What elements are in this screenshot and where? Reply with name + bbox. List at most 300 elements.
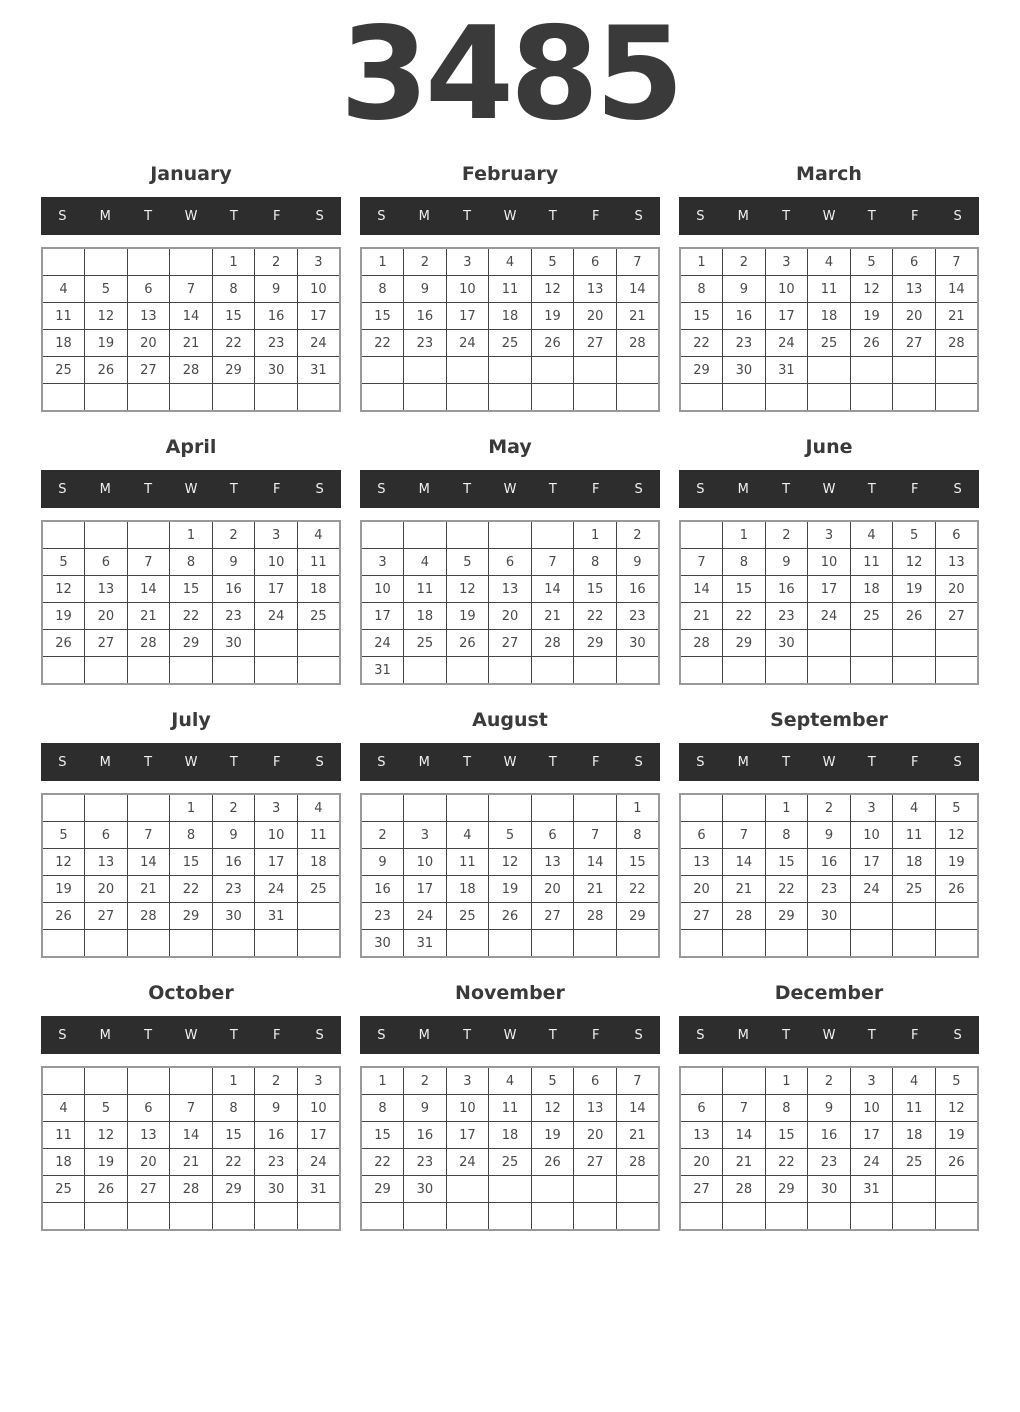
week-row (361, 603, 659, 630)
day-cell: 31 (297, 1176, 340, 1203)
week-row (361, 521, 659, 549)
month-block (360, 709, 660, 958)
day-cell: 17 (446, 303, 489, 330)
day-cell: 25 (297, 876, 340, 903)
month-block (41, 436, 341, 685)
day-cell: 21 (170, 330, 213, 357)
day-cell: 4 (297, 521, 340, 549)
day-cell: 3 (446, 1067, 489, 1095)
day-cell: 6 (127, 1095, 170, 1122)
day-cell: 6 (531, 822, 574, 849)
day-cell: 13 (935, 549, 978, 576)
empty-day-cell (808, 384, 851, 412)
day-cell: 27 (85, 903, 128, 930)
day-cell: 14 (574, 849, 617, 876)
empty-day-cell (170, 657, 213, 685)
weekday-label: T (144, 754, 153, 770)
week-row (680, 876, 978, 903)
weekday-label: S (696, 1027, 705, 1043)
day-cell: 2 (765, 521, 808, 549)
day-cell: 8 (616, 822, 659, 849)
month-table-body (680, 1067, 978, 1230)
weekday-header-row (41, 470, 341, 508)
empty-day-cell (212, 1203, 255, 1231)
day-cell: 19 (935, 1122, 978, 1149)
empty-day-cell (127, 1067, 170, 1095)
day-cell: 9 (361, 849, 404, 876)
day-cell: 25 (850, 603, 893, 630)
day-cell: 26 (935, 1149, 978, 1176)
day-cell: 23 (404, 1149, 447, 1176)
day-cell: 5 (531, 248, 574, 276)
month-block (41, 709, 341, 958)
weekday-label: S (315, 481, 324, 497)
day-cell: 26 (85, 1176, 128, 1203)
weekday-label: W (822, 208, 836, 224)
weekday-label: T (548, 208, 557, 224)
empty-day-cell (85, 384, 128, 412)
day-cell: 14 (170, 303, 213, 330)
week-row (42, 576, 340, 603)
day-cell: 21 (531, 603, 574, 630)
empty-day-cell (446, 384, 489, 412)
month-table-body (361, 794, 659, 957)
empty-day-cell (765, 1203, 808, 1231)
day-cell: 10 (850, 822, 893, 849)
day-cell: 28 (723, 1176, 766, 1203)
day-cell: 14 (680, 576, 723, 603)
day-cell: 9 (255, 1095, 298, 1122)
day-cell: 12 (85, 303, 128, 330)
day-cell: 15 (616, 849, 659, 876)
weekday-label: S (377, 1027, 386, 1043)
day-cell: 12 (935, 1095, 978, 1122)
empty-day-cell (850, 1203, 893, 1231)
month-title: August (472, 709, 548, 732)
day-cell: 28 (127, 903, 170, 930)
empty-day-cell (404, 657, 447, 685)
day-cell: 2 (212, 521, 255, 549)
empty-day-cell (531, 657, 574, 685)
weekday-label: S (58, 754, 67, 770)
day-cell: 3 (297, 248, 340, 276)
week-row (42, 549, 340, 576)
empty-day-cell (893, 384, 936, 412)
empty-day-cell (297, 657, 340, 685)
day-cell: 6 (680, 1095, 723, 1122)
day-cell: 31 (765, 357, 808, 384)
day-cell: 13 (893, 276, 936, 303)
weekday-label: S (315, 1027, 324, 1043)
day-cell: 29 (574, 630, 617, 657)
day-cell: 2 (616, 521, 659, 549)
weekday-label: M (418, 481, 430, 497)
day-cell: 1 (361, 1067, 404, 1095)
weekday-label: T (463, 1027, 472, 1043)
day-cell: 25 (893, 1149, 936, 1176)
empty-day-cell (42, 384, 85, 412)
day-cell: 17 (255, 849, 298, 876)
empty-day-cell (42, 1203, 85, 1231)
day-cell: 22 (574, 603, 617, 630)
day-cell: 11 (404, 576, 447, 603)
day-cell: 22 (170, 603, 213, 630)
day-cell: 8 (765, 1095, 808, 1122)
day-cell: 26 (42, 630, 85, 657)
empty-day-cell (85, 248, 128, 276)
empty-day-cell (574, 384, 617, 412)
day-cell: 6 (85, 549, 128, 576)
weekday-header-row (679, 470, 979, 508)
weekday-label: S (953, 481, 962, 497)
day-cell: 11 (808, 276, 851, 303)
day-cell: 17 (404, 876, 447, 903)
day-cell: 18 (893, 849, 936, 876)
day-cell: 25 (893, 876, 936, 903)
empty-day-cell (531, 521, 574, 549)
day-cell: 11 (893, 1095, 936, 1122)
empty-day-cell (42, 248, 85, 276)
day-cell: 9 (255, 276, 298, 303)
month-block (679, 709, 979, 958)
day-cell: 27 (680, 1176, 723, 1203)
day-cell: 24 (765, 330, 808, 357)
day-cell: 8 (361, 276, 404, 303)
month-table (41, 520, 341, 685)
day-cell: 23 (255, 330, 298, 357)
day-cell: 30 (808, 903, 851, 930)
weekday-label: F (910, 754, 919, 770)
empty-day-cell (404, 521, 447, 549)
empty-day-cell (446, 521, 489, 549)
empty-day-cell (850, 657, 893, 685)
empty-day-cell (808, 630, 851, 657)
empty-day-cell (297, 1203, 340, 1231)
day-cell: 18 (808, 303, 851, 330)
day-cell: 4 (404, 549, 447, 576)
day-cell: 25 (42, 1176, 85, 1203)
week-row (680, 903, 978, 930)
day-cell: 20 (531, 876, 574, 903)
day-cell: 1 (574, 521, 617, 549)
weekday-label: T (782, 754, 791, 770)
day-cell: 27 (893, 330, 936, 357)
empty-day-cell (531, 794, 574, 822)
empty-day-cell (489, 1176, 532, 1203)
day-cell: 21 (723, 1149, 766, 1176)
day-cell: 10 (808, 549, 851, 576)
day-cell: 1 (680, 248, 723, 276)
day-cell: 3 (850, 794, 893, 822)
empty-day-cell (127, 794, 170, 822)
weekday-label: T (782, 1027, 791, 1043)
empty-day-cell (531, 930, 574, 958)
day-cell: 11 (489, 1095, 532, 1122)
empty-day-cell (170, 1203, 213, 1231)
day-cell: 24 (297, 1149, 340, 1176)
week-row (680, 1122, 978, 1149)
weekday-label: T (782, 208, 791, 224)
day-cell: 4 (489, 248, 532, 276)
day-cell: 1 (723, 521, 766, 549)
day-cell: 19 (893, 576, 936, 603)
day-cell: 5 (489, 822, 532, 849)
day-cell: 6 (680, 822, 723, 849)
day-cell: 19 (935, 849, 978, 876)
day-cell: 15 (723, 576, 766, 603)
day-cell: 19 (446, 603, 489, 630)
day-cell: 15 (170, 849, 213, 876)
weekday-label: S (58, 208, 67, 224)
day-cell: 23 (765, 603, 808, 630)
day-cell: 16 (765, 576, 808, 603)
week-row (680, 1067, 978, 1095)
day-cell: 18 (850, 576, 893, 603)
day-cell: 20 (127, 1149, 170, 1176)
day-cell: 16 (255, 303, 298, 330)
empty-day-cell (127, 248, 170, 276)
weekday-label: W (184, 1027, 198, 1043)
weekday-label: S (696, 208, 705, 224)
day-cell: 9 (404, 1095, 447, 1122)
day-cell: 9 (212, 549, 255, 576)
empty-day-cell (616, 1203, 659, 1231)
day-cell: 30 (361, 930, 404, 958)
month-table-body (42, 521, 340, 684)
day-cell: 24 (255, 603, 298, 630)
day-cell: 20 (85, 603, 128, 630)
week-row (680, 384, 978, 412)
day-cell: 22 (361, 1149, 404, 1176)
month-title: November (455, 982, 565, 1005)
weekday-label: T (463, 208, 472, 224)
day-cell: 27 (531, 903, 574, 930)
empty-day-cell (170, 384, 213, 412)
day-cell: 23 (723, 330, 766, 357)
day-cell: 19 (85, 1149, 128, 1176)
day-cell: 11 (42, 1122, 85, 1149)
weekday-label: F (591, 754, 600, 770)
day-cell: 18 (893, 1122, 936, 1149)
day-cell: 7 (616, 1067, 659, 1095)
day-cell: 1 (616, 794, 659, 822)
week-row (680, 303, 978, 330)
week-row (42, 876, 340, 903)
empty-day-cell (297, 384, 340, 412)
empty-day-cell (574, 794, 617, 822)
empty-day-cell (127, 1203, 170, 1231)
empty-day-cell (255, 630, 298, 657)
day-cell: 9 (616, 549, 659, 576)
day-cell: 19 (42, 603, 85, 630)
day-cell: 28 (723, 903, 766, 930)
months-grid (0, 163, 1020, 1231)
day-cell: 2 (212, 794, 255, 822)
day-cell: 5 (850, 248, 893, 276)
day-cell: 21 (127, 876, 170, 903)
weekday-header-row (41, 1016, 341, 1054)
weekday-header-row (360, 197, 660, 235)
month-table (360, 247, 660, 412)
day-cell: 7 (531, 549, 574, 576)
empty-day-cell (680, 657, 723, 685)
day-cell: 12 (531, 1095, 574, 1122)
empty-day-cell (935, 657, 978, 685)
empty-day-cell (680, 1067, 723, 1095)
weekday-label: T (548, 754, 557, 770)
day-cell: 21 (723, 876, 766, 903)
day-cell: 3 (446, 248, 489, 276)
week-row (42, 384, 340, 412)
day-cell: 30 (723, 357, 766, 384)
day-cell: 15 (680, 303, 723, 330)
week-row (42, 521, 340, 549)
empty-day-cell (170, 1067, 213, 1095)
day-cell: 3 (255, 521, 298, 549)
empty-day-cell (935, 1176, 978, 1203)
weekday-label: W (503, 208, 517, 224)
week-row (680, 576, 978, 603)
empty-day-cell (723, 657, 766, 685)
day-cell: 26 (42, 903, 85, 930)
day-cell: 22 (765, 1149, 808, 1176)
weekday-label: M (99, 754, 111, 770)
weekday-label: F (591, 481, 600, 497)
day-cell: 8 (680, 276, 723, 303)
weekday-label: M (737, 208, 749, 224)
week-row (361, 630, 659, 657)
empty-day-cell (935, 930, 978, 958)
day-cell: 12 (531, 276, 574, 303)
weekday-label: F (910, 481, 919, 497)
week-row (42, 822, 340, 849)
weekday-label: T (463, 754, 472, 770)
empty-day-cell (212, 657, 255, 685)
week-row (361, 876, 659, 903)
weekday-label: F (910, 1027, 919, 1043)
day-cell: 20 (574, 303, 617, 330)
day-cell: 25 (446, 903, 489, 930)
weekday-header-row (679, 1016, 979, 1054)
day-cell: 15 (574, 576, 617, 603)
week-row (680, 794, 978, 822)
weekday-label: T (548, 481, 557, 497)
day-cell: 14 (616, 1095, 659, 1122)
day-cell: 2 (808, 794, 851, 822)
day-cell: 6 (127, 276, 170, 303)
empty-day-cell (127, 930, 170, 958)
weekday-label: W (184, 754, 198, 770)
month-table (679, 520, 979, 685)
day-cell: 30 (765, 630, 808, 657)
day-cell: 6 (489, 549, 532, 576)
day-cell: 4 (446, 822, 489, 849)
day-cell: 2 (723, 248, 766, 276)
day-cell: 24 (446, 330, 489, 357)
empty-day-cell (489, 930, 532, 958)
month-table (679, 793, 979, 958)
day-cell: 8 (170, 822, 213, 849)
week-row (680, 657, 978, 685)
weekday-label: F (272, 1027, 281, 1043)
week-row (680, 521, 978, 549)
day-cell: 1 (212, 1067, 255, 1095)
day-cell: 10 (404, 849, 447, 876)
week-row (361, 357, 659, 384)
empty-day-cell (935, 384, 978, 412)
week-row (42, 630, 340, 657)
weekday-label: M (99, 1027, 111, 1043)
month-title: October (148, 982, 234, 1005)
month-table-body (42, 248, 340, 411)
day-cell: 12 (935, 822, 978, 849)
empty-day-cell (765, 384, 808, 412)
day-cell: 23 (808, 876, 851, 903)
day-cell: 3 (297, 1067, 340, 1095)
day-cell: 12 (42, 849, 85, 876)
day-cell: 28 (127, 630, 170, 657)
weekday-label: S (377, 481, 386, 497)
day-cell: 25 (489, 1149, 532, 1176)
empty-day-cell (808, 357, 851, 384)
month-block (41, 163, 341, 412)
day-cell: 14 (127, 849, 170, 876)
day-cell: 25 (404, 630, 447, 657)
empty-day-cell (255, 930, 298, 958)
day-cell: 14 (170, 1122, 213, 1149)
empty-day-cell (850, 630, 893, 657)
day-cell: 31 (297, 357, 340, 384)
day-cell: 4 (850, 521, 893, 549)
week-row (42, 930, 340, 958)
day-cell: 16 (404, 1122, 447, 1149)
week-row (42, 1203, 340, 1231)
week-row (42, 794, 340, 822)
weekday-label: T (867, 208, 876, 224)
weekday-label: W (822, 481, 836, 497)
day-cell: 28 (531, 630, 574, 657)
day-cell: 30 (404, 1176, 447, 1203)
day-cell: 30 (255, 357, 298, 384)
day-cell: 4 (42, 1095, 85, 1122)
day-cell: 7 (680, 549, 723, 576)
weekday-label: T (229, 481, 238, 497)
day-cell: 25 (297, 603, 340, 630)
empty-day-cell (489, 657, 532, 685)
day-cell: 5 (85, 276, 128, 303)
day-cell: 12 (42, 576, 85, 603)
day-cell: 2 (361, 822, 404, 849)
week-row (361, 330, 659, 357)
empty-day-cell (42, 930, 85, 958)
day-cell: 17 (297, 303, 340, 330)
day-cell: 10 (255, 822, 298, 849)
weekday-label: S (58, 1027, 67, 1043)
weekday-label: S (315, 754, 324, 770)
week-row (42, 849, 340, 876)
day-cell: 1 (361, 248, 404, 276)
empty-day-cell (893, 630, 936, 657)
week-row (361, 1095, 659, 1122)
weekday-label: S (634, 481, 643, 497)
day-cell: 27 (680, 903, 723, 930)
empty-day-cell (489, 794, 532, 822)
empty-day-cell (935, 903, 978, 930)
day-cell: 2 (255, 248, 298, 276)
day-cell: 10 (850, 1095, 893, 1122)
day-cell: 27 (127, 357, 170, 384)
weekday-label: S (953, 1027, 962, 1043)
